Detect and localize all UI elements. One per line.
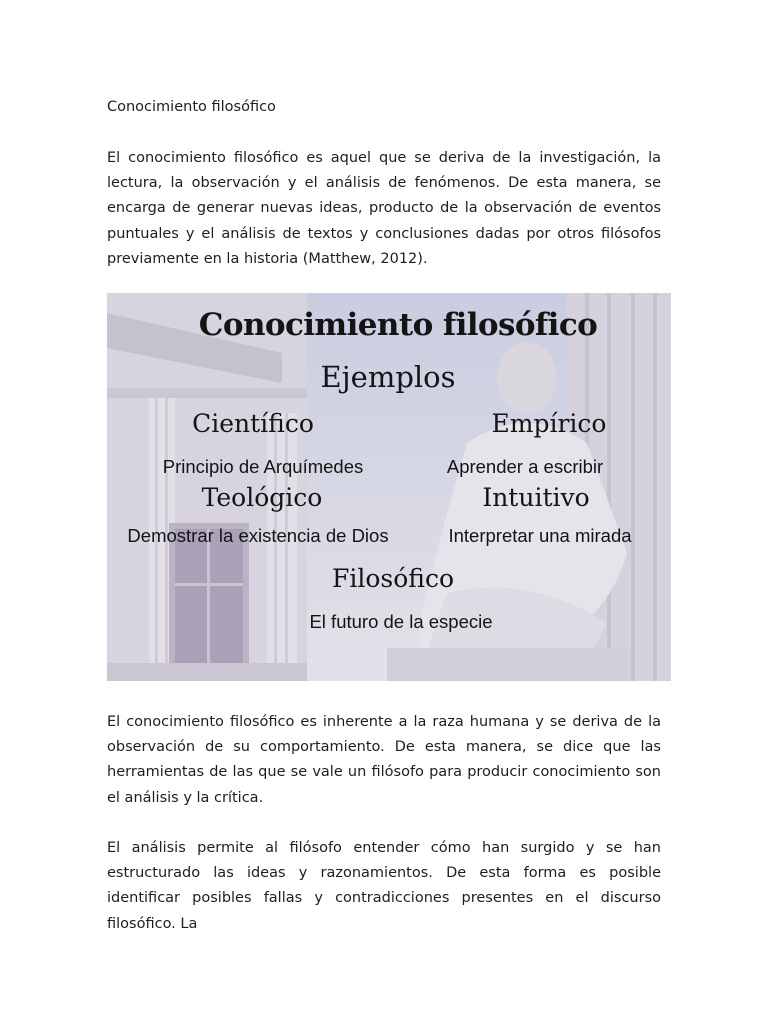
paragraph-analysis: El análisis permite al filósofo entender cómo han surgido y se han estructurado las ideas y razonamientos. De esta forma es posible identificar posibles fallas y contradicciones presentes en el discurso filosófico. La xyxy=(107,840,661,932)
infographic-subtitle: Ejemplos xyxy=(320,360,456,394)
category-name: Teológico xyxy=(201,483,323,512)
category-example: Interpretar una mirada xyxy=(448,525,632,546)
category-name: Intuitivo xyxy=(482,483,590,512)
category-example: Aprender a escribir xyxy=(446,456,604,477)
infographic-image xyxy=(107,293,671,681)
paragraph-tools: El conocimiento filosófico es inherente a la raza humana y se deriva de la observación de su comportamiento. De esta manera, se dice que las herramientas de las que se vale un filósofo para producir conocimiento son el análisis y la crítica. xyxy=(107,714,661,806)
category-name: Filosófico xyxy=(332,564,454,593)
document-title: Conocimiento filosófico xyxy=(107,99,276,115)
paragraph-intro: El conocimiento filosófico es aquel que se deriva de la investigación, la lectura, la observación y el análisis de fenómenos. De esta manera, se encarga de generar nuevas ideas, producto de la observación de eventos puntuales y el análisis de textos y conclusiones dadas por otros filósofos previamente en la historia (Matthew, 2012). xyxy=(107,150,661,267)
infographic-title: Conocimiento filosófico xyxy=(198,307,598,343)
category-name: Empírico xyxy=(491,409,607,438)
category-example: El futuro de la especie xyxy=(309,611,493,632)
category-example: Principio de Arquímedes xyxy=(162,456,364,477)
infographic-text xyxy=(107,293,671,681)
category-example: Demostrar la existencia de Dios xyxy=(127,525,389,546)
category-name: Científico xyxy=(192,409,314,438)
